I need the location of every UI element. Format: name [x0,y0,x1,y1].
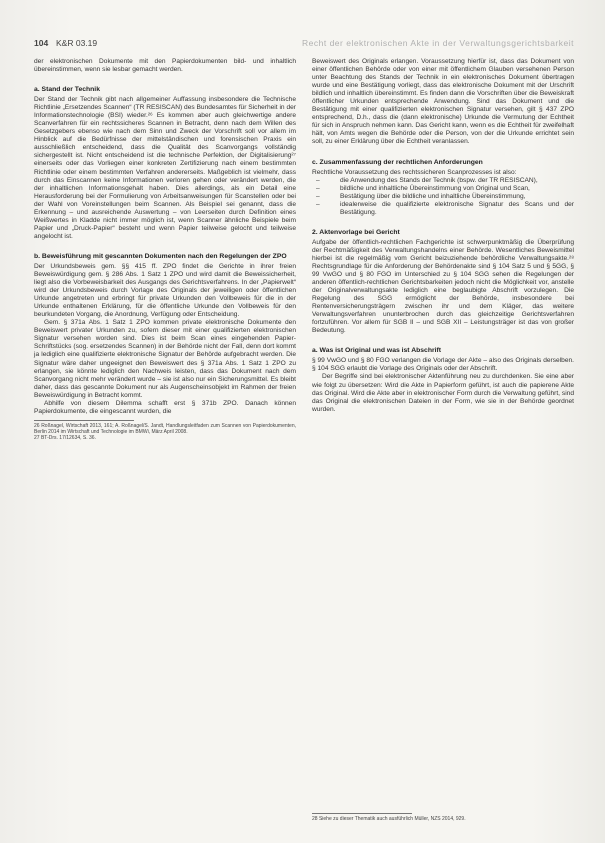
section-b-paragraph-1: Der Urkundsbeweis gem. §§ 415 ff. ZPO findet die Gerichte in ihrer freien Beweiswürdigung gem. § 286 Abs. 1 Satz 1 ZPO und wird damit die Beweissicherheit, liegt also die Vorbeweisbarkeit des Ausgangs des Gerichtsverfahrens. In der „Papierwelt“ wird der Urkundsbeweis durch Vorlage des Originals der jeweiligen oder öffentlichen Urkunde angetreten und erbringt für private Urkunden den Vollbeweis für die in der Urkunde enthaltenen Erklärung, für die öffentliche Urkunde den Vollbeweis für den beurkundeten Vorgang, die Anordnung, Verfügung oder Entscheidung. [34,262,296,319]
section-2-heading: 2. Aktenvorlage bei Gericht [312,228,400,236]
list-item: – idealerweise die qualifizierte elektronische Signatur des Scans und der Bestätigung. [312,201,574,217]
running-title: Recht der elektronischen Akte in der Verwaltungsgerichtsbarkeit [302,38,574,48]
section-b-heading: b. Beweisführung mit gescannten Dokumenten nach den Regelungen der ZPO [34,252,287,260]
page-header [34,38,574,52]
left-column [34,58,296,441]
section-b-paragraph-3: Abhilfe von diesem Dilemma schafft erst § 371b ZPO. Danach können Papierdokumente, die eingescannt wurden, die [34,399,296,415]
right-footnotes [312,813,574,822]
footnote-27: 27 BT-Drs. 17/12634, S. 36. [34,435,96,442]
section-a-heading: a. Stand der Technik [34,86,100,94]
list-item: – die Anwendung des Stands der Technik (bspw. der TR RESISCAN), [312,177,574,185]
requirements-list [312,177,574,217]
footnote-divider [312,813,412,814]
section-2-paragraph: Aufgabe der öffentlich-rechtlichen Fachgerichte ist schwerpunktmäßig die Überprüfung der Rechtmäßigkeit des Verwaltungshandelns einer Behörde. Wesentliches Beweismittel hierbei ist die regelmäßig vom Gericht beizuziehende behördliche Verwaltungsakte.²⁸ Rechtsgrundlage für die Anforderung der Behördenakte sind § 104 Satz 5 und § 5GG, § 99 VwGO und § 80 FGO im Unterschied zu § 104 SGG sehen die Regelungen der anderen öffentlich-rechtlichen Gerichtsbarkeiten jedoch nicht die Möglichkeit vor, anstelle der Originalverwaltungsakte lediglich eine beglaubigte Abschrift vorzulegen. Die Regelung des SGG ermöglicht der Behörde, insbesondere bei Rentenversicherungsträgern zwischen ihr und dem Kläger, das weitere Verwaltungsverfahren ununterbrochen durch das gleichzeitige Gerichtsverfahren fortzuführen. Vor allem für SGB II – und SGB XII – Leistungsträger ist das von großer Bedeutung. [312,238,574,335]
footnote-divider [34,420,134,421]
section-2a-paragraph-1: § 99 VwGO und § 80 FGO verlangen die Vorlage der Akte – also des Originals derselben. § 104 SGG erlaubt die Vorlage des Originals oder der Abschrift. [312,357,574,373]
section-b-paragraph-2: Gem. § 371a Abs. 1 Satz 1 ZPO kommen private elektronische Dokumente den Beweiswert privater Urkunden zu, sofern dieser mit einer qualifizierten elektronischen Signatur versehen worden sind. Dies ist beim Scan eines eingehenden Papier-Schriftstücks (sog. ersetzendes Scannen) in der Behörde nicht der Fall, denn dort kommt ja lediglich eine qualifizierte elektronische Signatur der Behörde aufgebracht werden. Die Signatur wäre daher ungeeignet den Beweiswert des § 371a Abs. 1 Satz 1 ZPO zu erlangen, sie könnte lediglich den Nachweis leisten, dass das Dokument nach dem Scanvorgang nicht mehr verändert wurde – sie ist also nur ein Sicherungsmittel. Es bleibt daher, dass das gescannte Dokument nur als Augenscheinsobjekt im Rahmen der freien Beweiswürdigung in Betracht kommt. [34,319,296,399]
footnote-28: 28 Siehe zu dieser Thematik auch ausführlich Müller, NZS 2014, 929. [312,816,466,822]
list-item: – Bestätigung über die bildliche und inhaltliche Übereinstimmung, [312,193,574,201]
section-c-heading: c. Zusammenfassung der rechtlichen Anforderungen [312,158,483,166]
section-a-paragraph: Der Stand der Technik gibt nach allgemeiner Auffassung insbesondere die Technische Richtlinie „Ersetzendes Scannen“ (TR RESISCAN) des Bundesamtes für Sicherheit in der Informationstechnologie (BSI) wieder.²⁶ Es kommen aber auch gleichwertige andere Scanverfahren für ein rechtssicheres Scannen in Betracht, denn nach dem Willen des Gesetzgebers ebenso wie nach dem Sinn und Zweck der Vorschrift soll vor allem im Hinblick auf die Bedürfnisse der mittelständischen und forensischen Praxis ein ausschließlich entscheidend, dass die Qualität des Scanvorgangs vollständig sichergestellt ist. Nicht entscheidend ist die technische Perfektion, der Digitalisierung²⁷ einerseits oder das Vorliegen einer konkreten Zertifizierung nach einem bestimmten Richtlinie oder einem bestimmten Verfahren andererseits. Maßgeblich ist vielmehr, dass durch das Einscannen keine Informationen verloren gehen oder verändert werden, die der inhaltlichen Informationsgehalt haben. Dies allerdings, als ein Detail eine Herausforderung bei der Formulierung von Arbeitsanweisungen für Scanstellen oder bei der Wahl von Voreinstellungen beim Scannen. Als Beispiel sei genannt, dass die Erkennung – und ausreichende Auswertung – von Leerseiten durch Definition eines Weißwertes in Kladde nicht immer möglich ist, wenn Scanner ähnliche Beispiele beim Papier und „Druck-Papier“ besteht und wenn Papier teilweise gelocht und teilweise angelocht ist. [34,96,296,240]
section-2a-paragraph-2: Der Begriffe sind bei elektronischer Aktenführung neu zu durchdenken. Sie eine aber wie folgt zu übersetzen: Wird die Akte in Papierform geführt, ist auch die papierene Akte das Original. Wird die Akte aber in elektronischer Form durch die Verwaltung geführt, sind das Original die elektronischen Dateien in der Form, wie sie in der Behörde geordnet wurden. [312,373,574,413]
section-c-intro: Rechtliche Voraussetzung des rechtssicheren Scanprozesses ist also: [312,168,517,176]
footnote-26: 26 Roßnagel, Wirtschaft 2013, 161; A. Roßnagel/S. Jandt, Handlungsleitfaden zum Scannen von Papierdokumenten, Berlin 2014 im Wirtschaft und Technologie im BMWi, März April 2008. [34,422,296,436]
right-intro-paragraph: Beweiswert des Originals erlangen. Voraussetzung hierfür ist, dass das Dokument von einer öffentlichen Behörde oder von einer mit öffentlichem Glauben versehenen Person unter Beachtung des Stands der Technik in ein elektronisches Dokument übertragen wurde und eine Bestätigung vorliegt, dass das elektronische Dokument mit der Urschrift bildlich und inhaltlich übereinstimmt. Es finden dann die Vorschriften über die Beweiskraft öffentlicher Urkunden entsprechende Anwendung. Sind das Dokument und die Bestätigung mit einer qualifizierten elektronischen Signatur versehen, gilt § 437 ZPO entsprechend, D.h., dass die (dann elektronische) Urkunde die Vermutung der Echtheit für sich in Anspruch nehmen kann. Das Gericht kann, wenn es die Echtheit für zweifelhaft hält, von Amts wegen die Behörde oder die Person, von der die Urkunde errichtet sein soll, zu einer Erklärung über die Echtheit veranlassen. [312,58,574,146]
right-column [312,58,574,414]
page-number: 104 [34,38,49,48]
left-intro-paragraph: der elektronischen Dokumente mit den Papierdokumenten bild- und inhaltlich übereinstimmen, wenn sie lesbar gemacht werden. [34,58,296,74]
journal-reference: K&R 03.19 [56,38,98,48]
left-footnotes [34,423,296,442]
section-2a-heading: a. Was ist Original und was ist Abschrift [312,347,442,355]
list-item: – bildliche und inhaltliche Übereinstimmung von Original und Scan, [312,185,574,193]
